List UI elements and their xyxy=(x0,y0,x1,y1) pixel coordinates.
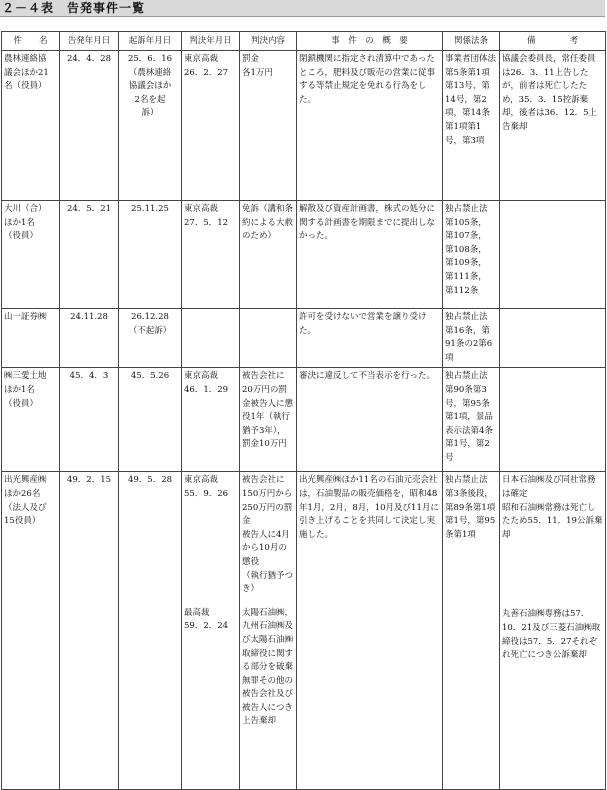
related-law: 独占禁止法 第105条， 第107条， 第108条， 第109条， 第111条， 第112条 xyxy=(443,201,500,309)
case-summary: 閉鎖機関に指定され清算中であったところ，肥料及び販売の営業に従事する等禁止規定を免れる行為をした。 xyxy=(297,51,443,201)
remarks: 協議会委員長，常任委員は26．3．11上告したが，前者は死亡したため，35．3．15控訴棄却，後者は36．12．5上告棄却 xyxy=(500,51,606,201)
col-header-law: 関係法条 xyxy=(443,32,500,51)
remarks xyxy=(500,368,606,472)
col-header-judgment-date: 判決年月日 xyxy=(182,32,240,51)
remarks xyxy=(500,472,606,790)
col-header-name: 件 名 xyxy=(2,32,60,51)
case-summary: 解散及び資産計画書，株式の処分に関する計画書を期限までに提出しなかった。 xyxy=(297,201,443,309)
case-name: 山一証券㈱ xyxy=(2,309,60,368)
judgment-date xyxy=(182,309,240,368)
ruling xyxy=(240,309,297,368)
related-law: 独占禁止法 第16条，第91条の2第6項 xyxy=(443,309,500,368)
judgment-date: 東京高裁 46．1．29 xyxy=(182,368,240,472)
case-summary: 審決に違反して不当表示を行った。 xyxy=(297,368,443,472)
ruling: 罰金 各1万円 xyxy=(240,51,297,201)
case-name: ㈱三愛土地 ほか1名 （役員） xyxy=(2,368,60,472)
col-header-indicted-date: 起訴年月日 xyxy=(119,32,182,51)
related-law: 事業者団体法 第5条第1項第13号，第14号，第2項，第14条第1項第1号，第3項 xyxy=(443,51,500,201)
ruling-supreme-court: 太陽石油㈱，九州石油㈱及び太陽石油㈱取締役に関する部分を破棄無罪その他の被告会社及び被告人につき上告棄却 xyxy=(242,607,294,727)
table-row xyxy=(2,51,606,201)
page-title: ２－４表 告発事件一覧 xyxy=(0,0,605,17)
indicted-date: 26.12.28 （不起訴） xyxy=(119,309,182,368)
indicted-date: 25.11.25 xyxy=(119,201,182,309)
case-name: 農林連絡協 議会ほか21 名（役員） xyxy=(2,51,60,201)
ruling xyxy=(240,472,297,790)
accused-date: 24．5．21 xyxy=(60,201,119,309)
indictment-table xyxy=(1,31,606,790)
accused-date: 24.11.28 xyxy=(60,309,119,368)
accused-date: 49．2．15 xyxy=(60,472,119,790)
table-row xyxy=(2,201,606,309)
indicted-date: 45．5.26 xyxy=(119,368,182,472)
col-header-summary: 事 件 の 概 要 xyxy=(297,32,443,51)
accused-date: 24．4．28 xyxy=(60,51,119,201)
judgment-date: 東京高裁 26．2．27 xyxy=(182,51,240,201)
related-law: 独占禁止法 第90条第3号，第95条第1項，景品表示法第4条第1号，第2号 xyxy=(443,368,500,472)
ruling-high-court: 被告会社に150万円から250万円の罰金 被告人に4月から10月の懲役 （執行猶予つき） xyxy=(242,475,294,595)
col-header-accused-date: 告発年月日 xyxy=(60,32,119,51)
remarks xyxy=(500,201,606,309)
ruling: 免訴（講和条約による大赦のため） xyxy=(240,201,297,309)
case-summary: 出光興産㈱ほか11名の石油元売会社は，石油製品の販売価格を，昭和48年1月，2月，8月，10月及び11月に引き上げることを共同して決定し実施した。 xyxy=(297,472,443,790)
table-row xyxy=(2,368,606,472)
judgment-date xyxy=(182,472,240,790)
table-row xyxy=(2,472,606,790)
remarks-second: 丸善石油㈱専務は57．10．21及び三菱石油㈱取締役は57．5．27それぞれ死亡につき公訴棄却 xyxy=(502,609,601,661)
judgment-date: 東京高裁 27．5．12 xyxy=(182,201,240,309)
col-header-remarks: 備 考 xyxy=(500,32,606,51)
case-name: 出光興産㈱ ほか26名 （法人及び 15役員） xyxy=(2,472,60,790)
table-header-row xyxy=(2,32,606,51)
case-summary: 許可を受けないで営業を譲り受けた。 xyxy=(297,309,443,368)
ruling: 被告会社に20万円の罰金被告人に懲役1年（執行猶予3年），罰金10万円 xyxy=(240,368,297,472)
judgment-date-supreme-court: 最高裁 59．2．24 xyxy=(184,607,229,632)
remarks-first: 日本石油㈱及び同社常務は確定 昭和石油㈱常務は死亡したため55．11．19公訴棄却 xyxy=(502,475,603,540)
indicted-date: 25．6．16 （農林連絡 協議会ほか 2名を起 訴） xyxy=(119,51,182,201)
col-header-ruling: 判決内容 xyxy=(240,32,297,51)
remarks xyxy=(500,309,606,368)
judgment-date-high-court: 東京高裁 55．9．26 xyxy=(184,475,229,499)
case-name: 大川（合） ほか1名 （役員） xyxy=(2,201,60,309)
accused-date: 45．4．3 xyxy=(60,368,119,472)
related-law: 独占禁止法 第3条後段，第89条第1項第1号，第95条第1項 xyxy=(443,472,500,790)
indicted-date: 49．5．28 xyxy=(119,472,182,790)
table-row xyxy=(2,309,606,368)
